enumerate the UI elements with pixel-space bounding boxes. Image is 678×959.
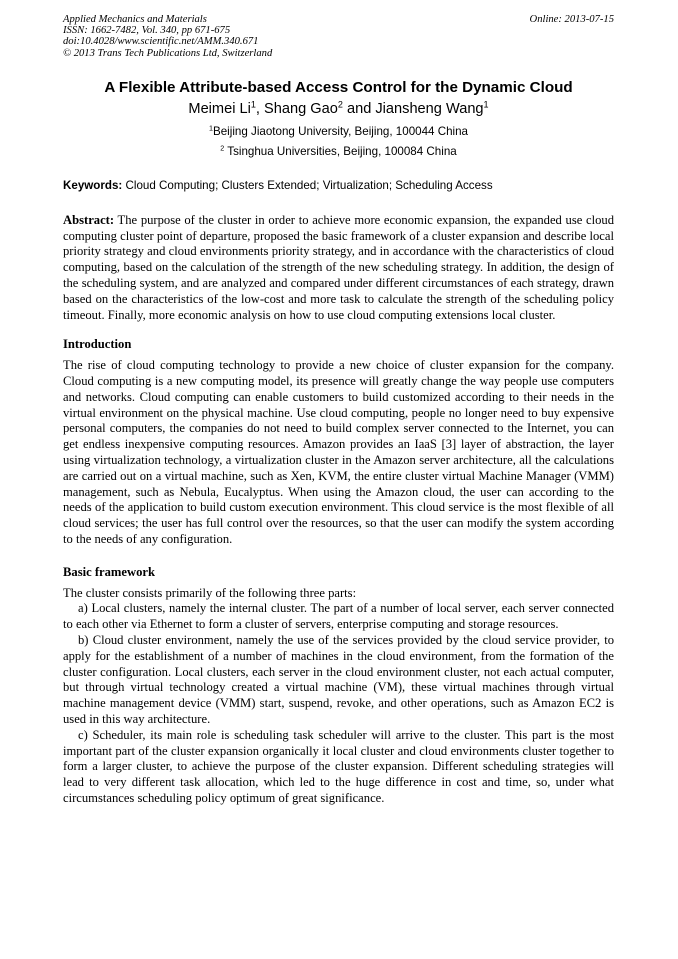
issn-line: ISSN: 1662-7482, Vol. 340, pp 671-675 [63,25,231,37]
affiliation-mark: 1 [209,123,213,133]
author-affiliation-mark: 2 [337,99,343,110]
abstract [63,213,614,324]
list-item-cloud-cluster: b) Cloud cluster environment, namely the use of the services provided by the cloud service provider, to apply for the establishment of a number of machines in the cloud environment, from the formation of the cluster configuration. Local clusters, each server in the cloud environment cluster, not each actual computer, but through virtual technology created a virtual machine (VM), these virtual machines through virtual machine management device (VMM) start, suspend, revoke, and other operations, such as Amazon EC2 is used in this way architecture. [63,632,614,726]
affiliation [63,145,614,159]
author-name: Jiansheng Wang [375,100,484,117]
author-separator: , [255,100,265,117]
list-item-scheduler: c) Scheduler, its main role is scheduling task scheduler will arrive to the cluster. This part is the most important part of the cluster expansion organically it local cluster and cloud environments cluster together to form a larger cluster, to achieve the purpose of the cluster expansion. Different scheduling strategies will lead to very different task allocation, which led to the huge difference in cost and time, so, under what circumstances scheduling policy optimum of great significance. [63,727,614,805]
list-item-local-clusters: a) Local clusters, namely the internal cluster. The part of a number of local server, each server connected to each other via Ethernet to form a cluster of servers, enterprise computing and storage resources. [63,601,614,632]
doi-line[interactable]: doi:10.4028/www.scientific.net/AMM.340.671 [63,36,259,48]
keywords-text: Cloud Computing; Clusters Extended; Virtualization; Scheduling Access [122,178,493,192]
affiliation-text: Tsinghua Universities, Beijing, 100084 China [227,144,457,158]
author-affiliation-mark: 1 [250,99,256,110]
affiliation-mark: 2 [220,143,225,153]
keywords-label: Keywords: [63,178,123,192]
author-affiliation-mark: 1 [483,99,489,110]
author-separator: and [342,100,376,117]
abstract-text: The purpose of the cluster in order to achieve more economic expansion, the expanded use cloud computing cluster point of departure, proposed the basic framework of a cluster expansion and describe local priority strategy and cloud environments priority strategy, and in accordance with the characteristics of cloud computing, based on the calculation of the strength of the new scheduling strategy. In addition, the design of the scheduling system, and are analyzed and compared under different circumstances of each strategy, drawn based on the characteristics of the low-cost and more task to calculate the strength of the scheduling policy timeout. Finally, more economic analysis on how to use cloud computing extensions local cluster. [63,212,614,322]
section-heading-introduction: Introduction [63,337,132,352]
affiliation-text: Beijing Jiaotong University, Beijing, 100044 China [213,124,468,138]
paper-page [63,14,614,807]
author-name: Shang Gao [264,100,338,117]
author-name: Meimei Li [188,100,251,117]
section-body-basic-framework [63,586,614,807]
section-heading-basic-framework: Basic framework [63,564,155,579]
affiliation [63,125,614,139]
paragraph: The rise of cloud computing technology to provide a new choice of cluster expansion for the company. Cloud computing is a new computing model, its presence will greatly change the way people use computers and networks. Cloud computing can enable customers to build customized according to their needs in the virtual environment on the physical machine. Use cloud computing, people no longer need to buy expensive personal computers, the companies do not need to build complex server connected to the Internet, you can get endless inexpensive computing resources. Amazon provides an IaaS [3] layer of abstraction, the layer using virtualization technology, a virtualization cluster in the Amazon server architecture, all the calculations are carried out on a virtual machine, such as Xen, KVM, the entire cluster virtual Machine Manager (VMM) management, such as Nebula, Eucalyptus. When using the Amazon cloud, the user can according to the needs of the application to build custom execution environment. This cloud service is the most flexible of all cloud services; the user has full control over the resources, so that the user can modify the system according to the needs of any configuration. [63,358,614,546]
abstract-label: Abstract: [63,212,115,227]
keywords [63,179,614,193]
journal-name: Applied Mechanics and Materials [63,14,207,25]
copyright-line: © 2013 Trans Tech Publications Ltd, Switzerland [63,47,273,59]
author-list [63,98,614,120]
online-date: Online: 2013-07-15 [529,14,614,25]
paragraph: The cluster consists primarily of the following three parts: [63,585,357,600]
section-body-introduction [63,358,614,548]
journal-header [63,14,614,59]
paper-title: A Flexible Attribute-based Access Control for the Dynamic Cloud [104,78,573,96]
